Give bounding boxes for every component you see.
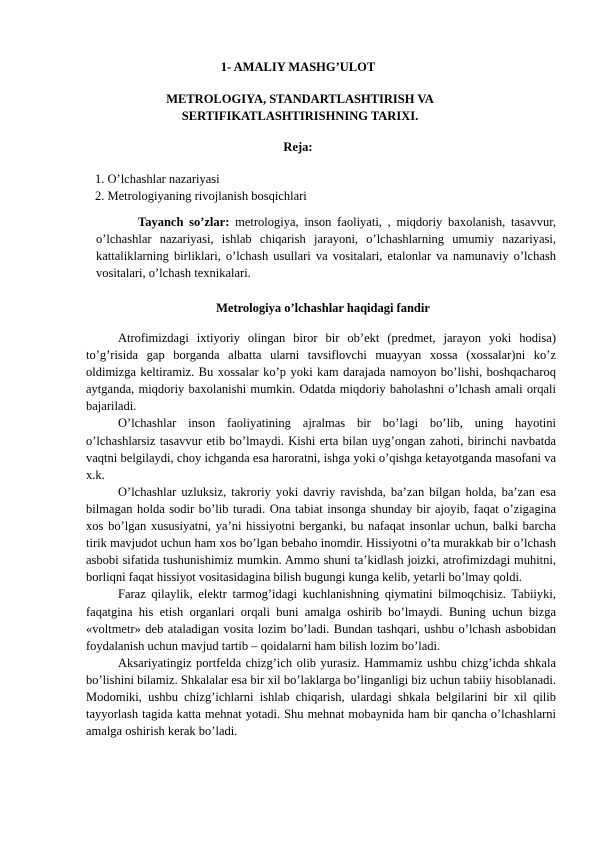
paragraph: O’lchashlar uzluksiz, takroriy yoki davriy ravishda, ba’zan bilgan holda, ba’zan esa bilmagan holda sodir bo’lib turadi. Ona tabiat insonga shunday bir ajoyib, faqat o’zigagina xos bo’lgan xususiyatni, ya’ni hissiyotni berganki, bu nafaqat insonlar uchun, balki barcha tirik mavjudot uchun ham xos bo’lgan bebaho inomdir. Hissiyotni o’ta murakkab bir o’lchash asbobi sifatida tushunishimiz mumkin. Ammo shuni ta’kidlash joizki, atrofimizdagi muhitni, borliqni faqat hissiyot vositasidagina bilish bugungi kunga kelib, yetarli bo’lmay qoldi. (86, 484, 556, 585)
document-title (100, 91, 500, 125)
keywords-paragraph (96, 214, 556, 282)
keywords-label: Tayanch so’zlar: (138, 215, 230, 229)
plan-list (95, 171, 307, 205)
plan-item: 2. Metrologiyaning rivojlanish bosqichlari (95, 189, 307, 203)
paragraph: Aksariyatingiz portfelda chizg’ich olib yurasiz. Hammamiz ushbu chizg’ichda shkala bo’lishini bilamiz. Shkalalar esa bir xil bo’laklarga bo’linganligi biz uchun tabiiy hisoblanadi. Modomiki, ushbu chizg’ichlarni ishlab chiqarish, ulardagi shkala belgilarini bir xil qilib tayyorlash tagida katta mehnat yotadi. Shu mehnat mobaynida ham bir qancha o’lchashlarni amalga oshirish kerak bo’ladi. (86, 655, 556, 739)
plan-item: 1. O’lchashlar nazariyasi (95, 172, 220, 186)
title-line-2: SERTIFIKATLASHTIRISHNING TARIXI. (181, 109, 419, 123)
paragraph: O’lchashlar inson faoliyatining ajralmas bir bo’lagi bo’lib, uning hayotini o’lchashlarsiz tasavvur etib bo’lmaydi. Kishi erta bilan uyg’ongan zahoti, birinchi navbatda vaqtni belgilaydi, choy ichganda esa haroratni, ishga yoki o’qishga ketayotganda masofani va x.k. (86, 416, 556, 482)
paragraph: Faraz qilaylik, elektr tarmog’idagi kuchlanishning qiymatini bilmoqchisiz. Tabiiyki, faqatgina his etish organlari orqali buni amalga oshirib bo’lmaydi. Buning uchun bizga «voltmetr» deb ataladigan vosita lozim bo’ladi. Bundan tashqari, ushbu o’lchash asbobidan foydalanish uchun mavjud tartib – qoidalarni ham bilish lozim bo’ladi. (86, 587, 556, 653)
title-line-1: METROLOGIYA, STANDARTLASHTIRISH VA (166, 92, 434, 106)
section-title: Metrologiya o’lchashlar haqidagi fandir (216, 301, 430, 315)
keywords-text: metrologiya, inson faoliyati, , miqdoriy baxolanish, tasavvur, o’lchashlar nazariyasi, ishlab chiqarish jarayoni, o’lchashlarning umumiy nazariyasi, kattaliklarning birliklari, o’lchash usullari va vositalari, etalonlar va namunaviy o’lchash vositalari, o’lchash texnikalari. (96, 215, 556, 280)
lesson-title: 1- AMALIY MASHG’ULOT (220, 60, 376, 74)
plan-heading: Reja: (283, 140, 313, 154)
paragraph: Atrofimizdagi ixtiyoriy olingan biror bir ob’ekt (predmet, jarayon yoki hodisa) to’g’risida gap borganda albatta ularni tavsiflovchi muayyan xossa (xossalar)ni ko’z oldimizga keltiramiz. Bu xossalar ko’p yoki kam darajada namoyon bo’lishi, boshqacharoq aytganda, miqdoriy baxolanishi mumkin. Odatda miqdoriy baholashni o’lchash amali orqali bajariladi. (86, 331, 556, 414)
body-text (86, 330, 556, 740)
